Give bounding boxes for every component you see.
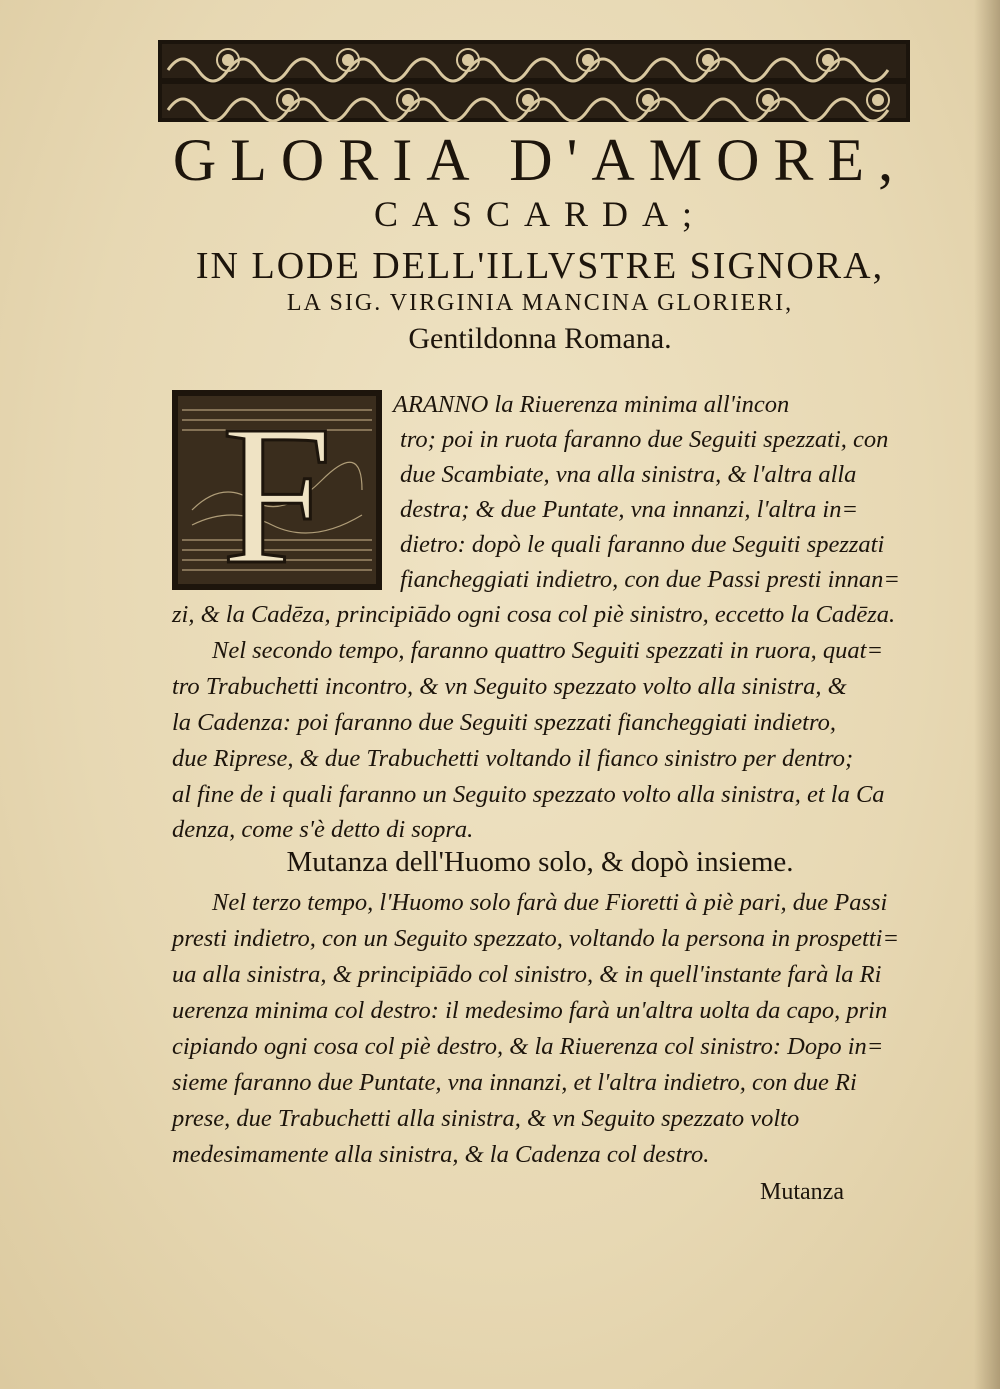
- decorated-initial: [172, 390, 382, 590]
- title-line-4: LA SIG. VIRGINIA MANCINA GLORIERI,: [286, 290, 794, 316]
- p3-line-3: ua alla sinistra, & principiādo col sinistro, & in quell'instante farà la Ri: [172, 961, 882, 988]
- p2-line-2: tro Trabuchetti incontro, & vn Seguito spezzato volto alla sinistra, &: [172, 673, 847, 700]
- p3-line-7: prese, due Trabuchetti alla sinistra, & vn Seguito spezzato volto: [172, 1105, 800, 1132]
- p3-line-4: uerenza minima col destro: il medesimo farà un'altra uolta da capo, prin: [172, 997, 888, 1024]
- p2-line-4: due Riprese, & due Trabuchetti voltando il fianco sinistro per dentro;: [172, 745, 854, 772]
- p1-line-5: dietro: dopò le quali faranno due Seguiti spezzati: [400, 531, 885, 558]
- title-line-3: IN LODE DELL'ILLVSTRE SIGNORA,: [195, 245, 885, 287]
- p1-line-4: destra; & due Puntate, vna innanzi, l'altra in=: [400, 496, 858, 523]
- p2-line-5: al fine de i quali faranno un Seguito spezzato volto alla sinistra, et la Ca: [172, 781, 885, 808]
- p2-line-6: denza, come s'è detto di sopra.: [172, 816, 474, 843]
- title-line-1: GLORIA D'AMORE,: [172, 127, 908, 193]
- title-line-5: Gentildonna Romana.: [408, 322, 672, 355]
- p2-line-1: Nel secondo tempo, faranno quattro Seguiti spezzati in ruora, quat=: [212, 637, 883, 664]
- ornamental-header-band: [158, 40, 910, 122]
- title-line-2: CASCARDA;: [373, 194, 707, 234]
- p3-line-8: medesimamente alla sinistra, & la Cadenza col destro.: [172, 1141, 710, 1168]
- p1-line-7: zi, & la Cadēza, principiādo ogni cosa col piè sinistro, eccetto la Cadēza.: [172, 601, 896, 628]
- p1-line-6: fiancheggiati indietro, con due Passi presti innan=: [400, 566, 900, 593]
- p1-line-1: ARANNO la Riuerenza minima all'incon: [393, 391, 790, 418]
- p2-line-3: la Cadenza: poi faranno due Seguiti spezzati fiancheggiati indietro,: [172, 709, 836, 736]
- initial-letter: F: [221, 390, 333, 590]
- p3-line-2: presti indietro, con un Seguito spezzato, voltando la persona in prospetti=: [172, 925, 899, 952]
- p3-line-5: cipiando ogni cosa col piè destro, & la Riuerenza col sinistro: Dopo in=: [172, 1033, 884, 1060]
- p3-line-1: Nel terzo tempo, l'Huomo solo farà due Fioretti à piè pari, due Passi: [212, 889, 888, 916]
- p1-line-2: tro; poi in ruota faranno due Seguiti spezzati, con: [400, 426, 889, 453]
- p1-line-3: due Scambiate, vna alla sinistra, & l'altra alla: [400, 461, 857, 488]
- p3-line-6: sieme faranno due Puntate, vna innanzi, et l'altra indietro, con due Ri: [172, 1069, 857, 1096]
- catchword: Mutanza: [760, 1179, 844, 1205]
- section-subheading: Mutanza dell'Huomo solo, & dopò insieme.: [286, 846, 794, 878]
